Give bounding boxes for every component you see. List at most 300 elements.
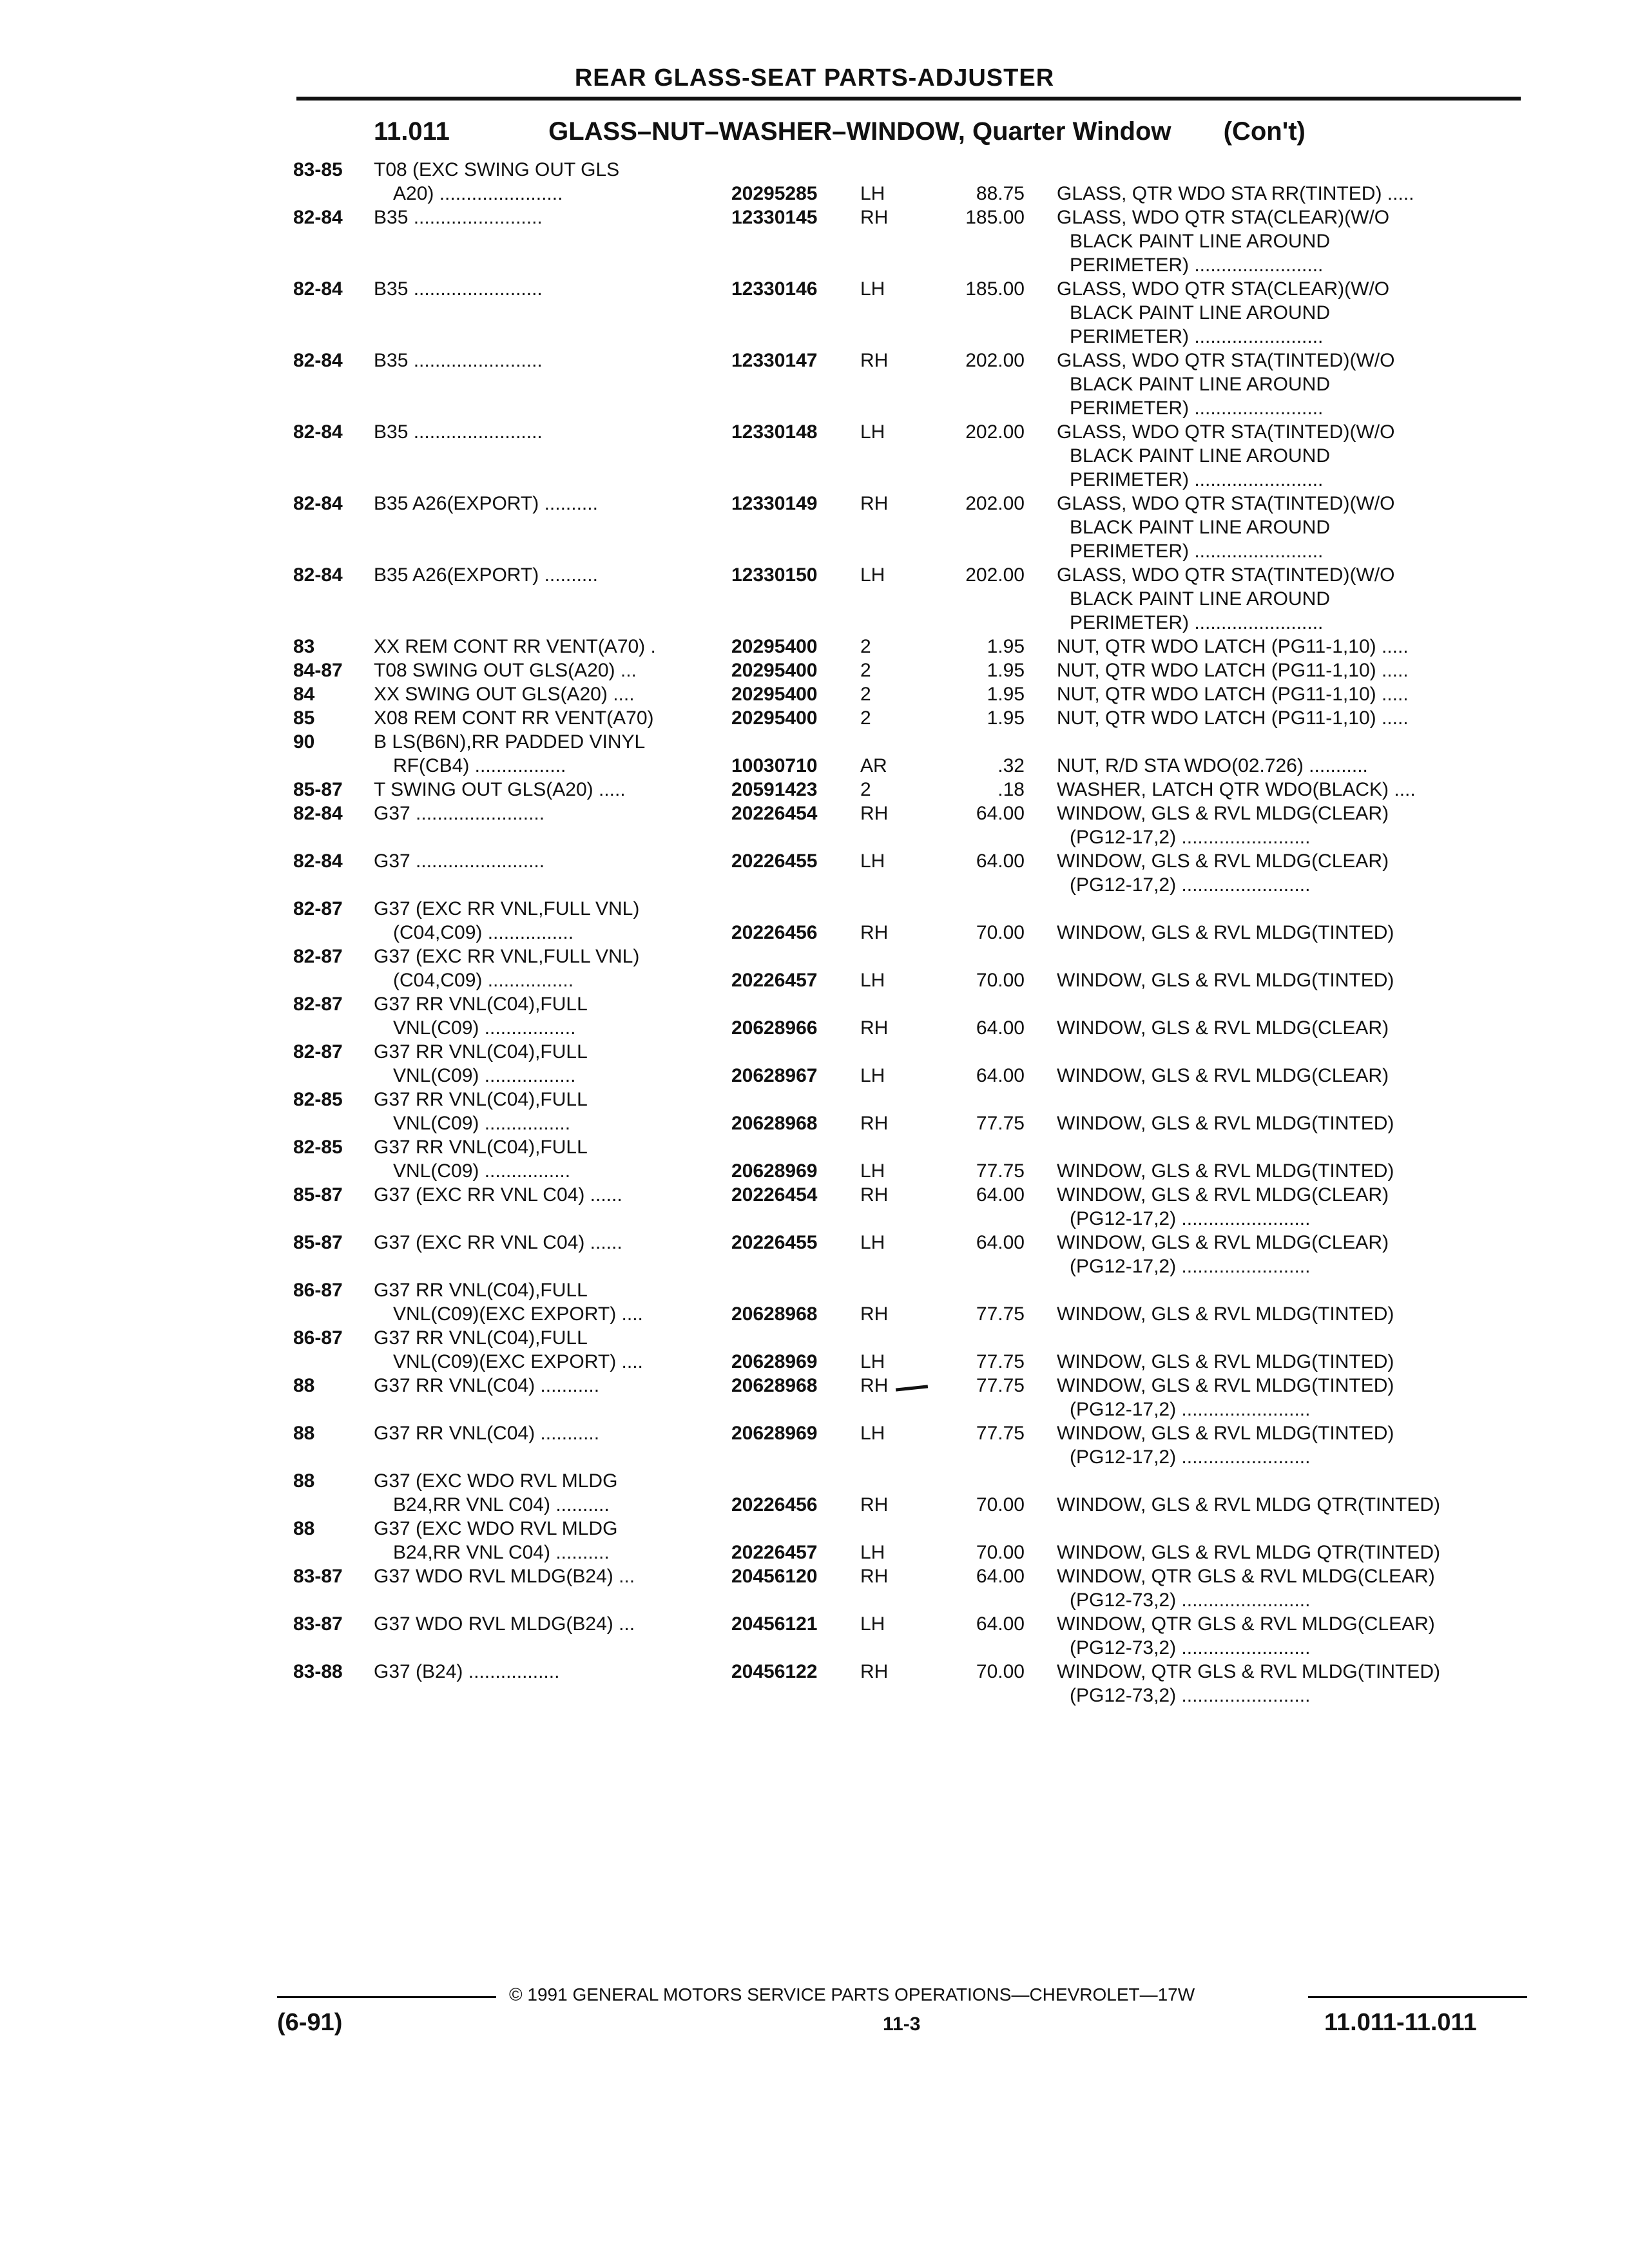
parts-row [293,277,1518,349]
section-heading [374,117,1306,146]
description: NUT, QTR WDO LATCH (PG11-1,10) ..... [1057,660,1409,681]
price: 64.00 [976,1566,1025,1587]
model-year: 88 [293,1518,315,1539]
parts-row-line [293,1469,1518,1493]
part-number: 10030710 [731,755,818,776]
description: GLASS, WDO QTR STA(CLEAR)(W/O [1057,207,1390,228]
part-number: 20226456 [731,1494,818,1515]
description: (PG12-17,2) ........................ [1070,1399,1311,1420]
parts-row-line [293,158,1518,182]
parts-row-line [293,945,1518,968]
model-year: 82-84 [293,803,343,824]
quantity: 2 [860,707,871,729]
usage-code: G37 RR VNL(C04) ........... [374,1423,600,1444]
usage-code: B LS(B6N),RR PADDED VINYL [374,731,646,753]
description: WINDOW, GLS & RVL MLDG(TINTED) [1057,1113,1394,1134]
parts-row-line [293,802,1518,825]
usage-code: G37 RR VNL(C04),FULL [374,1137,588,1158]
usage-code: G37 (EXC RR VNL C04) ...... [374,1232,622,1253]
header-rule [296,97,1521,101]
quantity: LH [860,278,885,300]
usage-code: VNL(C09)(EXC EXPORT) .... [393,1303,643,1325]
parts-row-line [293,1541,1518,1564]
parts-row-line [293,372,1518,396]
quantity: RH [860,1566,889,1587]
model-year: 83-85 [293,159,343,180]
description: WINDOW, GLS & RVL MLDG(CLEAR) [1057,1232,1389,1253]
parts-row-line [293,396,1518,420]
quantity: RH [860,1017,889,1039]
model-year: 82-84 [293,350,343,371]
usage-code: G37 (EXC WDO RVL MLDG [374,1470,618,1492]
section-continued: (Con't) [1223,117,1306,146]
part-number: 12330147 [731,350,818,371]
parts-row-line [293,1064,1518,1088]
part-number: 20456120 [731,1566,818,1587]
usage-code: G37 (EXC RR VNL C04) ...... [374,1184,622,1206]
price: 77.75 [976,1303,1025,1325]
description: NUT, QTR WDO LATCH (PG11-1,10) ..... [1057,636,1409,657]
description: BLACK PAINT LINE AROUND [1070,588,1331,610]
description: (PG12-17,2) ........................ [1070,874,1311,896]
parts-row [293,1040,1518,1088]
model-year: 88 [293,1423,315,1444]
usage-code: G37 (EXC RR VNL,FULL VNL) [374,898,640,919]
description: (PG12-17,2) ........................ [1070,1208,1311,1229]
description: NUT, QTR WDO LATCH (PG11-1,10) ..... [1057,707,1409,729]
price: 70.00 [976,970,1025,991]
parts-row-line [293,1326,1518,1350]
parts-row-line [293,968,1518,992]
parts-row-line [293,325,1518,349]
parts-row-line [293,1374,1518,1398]
quantity: LH [860,1423,885,1444]
description: BLACK PAINT LINE AROUND [1070,231,1331,252]
quantity: AR [860,755,887,776]
part-number: 12330150 [731,564,818,586]
parts-row-line [293,468,1518,492]
part-number: 20628967 [731,1065,818,1086]
usage-code: G37 (EXC WDO RVL MLDG [374,1518,618,1539]
quantity: LH [860,564,885,586]
usage-code: G37 RR VNL(C04),FULL [374,1089,588,1110]
description: WINDOW, GLS & RVL MLDG(TINTED) [1057,1423,1394,1444]
parts-row [293,1564,1518,1612]
usage-code: T08 SWING OUT GLS(A20) ... [374,660,637,681]
description: GLASS, QTR WDO STA RR(TINTED) ..... [1057,183,1414,204]
usage-code: VNL(C09)(EXC EXPORT) .... [393,1351,643,1372]
parts-row-line [293,1207,1518,1231]
model-year: 83-87 [293,1613,343,1635]
description: GLASS, WDO QTR STA(TINTED)(W/O [1057,564,1395,586]
description: (PG12-73,2) ........................ [1070,1685,1311,1706]
quantity: LH [860,1160,885,1182]
parts-row-line [293,515,1518,539]
description: NUT, R/D STA WDO(02.726) ........... [1057,755,1368,776]
parts-row [293,1612,1518,1660]
description: WINDOW, GLS & RVL MLDG(CLEAR) [1057,1184,1389,1206]
parts-row [293,992,1518,1040]
description: PERIMETER) ........................ [1070,469,1324,490]
parts-row [293,682,1518,706]
parts-row [293,658,1518,682]
parts-row [293,1088,1518,1135]
description: WINDOW, GLS & RVL MLDG QTR(TINTED) [1057,1542,1441,1563]
parts-row-line [293,1612,1518,1636]
parts-row-line [293,1302,1518,1326]
parts-row-line [293,1660,1518,1684]
description: WINDOW, GLS & RVL MLDG(TINTED) [1057,922,1394,943]
parts-row-line [293,1088,1518,1111]
parts-row-line [293,1421,1518,1445]
part-number: 20628969 [731,1423,818,1444]
model-year: 83-88 [293,1661,343,1682]
usage-code: B35 ........................ [374,278,543,300]
footer-rule-left [277,1996,496,1998]
model-year: 84-87 [293,660,343,681]
usage-code: VNL(C09) ................. [393,1065,576,1086]
parts-row [293,778,1518,802]
usage-code: VNL(C09) ................ [393,1113,571,1134]
parts-row-line [293,754,1518,778]
usage-code: G37 RR VNL(C04),FULL [374,1280,588,1301]
usage-code: B35 ........................ [374,350,543,371]
parts-row-line [293,539,1518,563]
quantity: RH [860,350,889,371]
parts-row [293,945,1518,992]
parts-row-line [293,658,1518,682]
quantity: RH [860,1661,889,1682]
parts-row-line [293,229,1518,253]
parts-row [293,897,1518,945]
usage-code: B35 ........................ [374,421,543,443]
parts-row [293,1517,1518,1564]
model-year: 85-87 [293,1232,343,1253]
description: WINDOW, GLS & RVL MLDG(TINTED) [1057,1351,1394,1372]
price: .18 [998,779,1025,800]
quantity: RH [860,1113,889,1134]
price: 1.95 [987,707,1025,729]
part-number: 20628968 [731,1113,818,1134]
parts-row-line [293,992,1518,1016]
description: (PG12-17,2) ........................ [1070,827,1311,848]
description: WINDOW, GLS & RVL MLDG(TINTED) [1057,1375,1394,1396]
parts-row [293,1326,1518,1374]
description: WINDOW, GLS & RVL MLDG QTR(TINTED) [1057,1494,1441,1515]
parts-row-line [293,1493,1518,1517]
quantity: LH [860,1613,885,1635]
part-number: 20456121 [731,1613,818,1635]
description: GLASS, WDO QTR STA(TINTED)(W/O [1057,350,1395,371]
usage-code: XX REM CONT RR VENT(A70) . [374,636,656,657]
description: WINDOW, QTR GLS & RVL MLDG(CLEAR) [1057,1613,1435,1635]
price: 70.00 [976,1542,1025,1563]
description: BLACK PAINT LINE AROUND [1070,445,1331,466]
model-year: 82-84 [293,493,343,514]
parts-row-line [293,611,1518,635]
quantity: LH [860,1232,885,1253]
parts-row-line [293,1588,1518,1612]
usage-code: B24,RR VNL C04) .......... [393,1494,610,1515]
model-year: 82-87 [293,1041,343,1062]
model-year: 82-87 [293,994,343,1015]
quantity: 2 [860,684,871,705]
usage-code: G37 RR VNL(C04) ........... [374,1375,600,1396]
quantity: LH [860,850,885,872]
model-year: 84 [293,684,315,705]
page-number: 11-3 [883,2013,921,2035]
parts-row-line [293,492,1518,515]
parts-row-line [293,921,1518,945]
model-year: 82-84 [293,564,343,586]
description: GLASS, WDO QTR STA(CLEAR)(W/O [1057,278,1390,300]
model-year: 82-84 [293,278,343,300]
part-number: 20295400 [731,636,818,657]
parts-row-line [293,349,1518,372]
parts-row [293,635,1518,658]
price: 1.95 [987,684,1025,705]
part-number: 20628968 [731,1375,818,1396]
description: BLACK PAINT LINE AROUND [1070,302,1331,323]
parts-row-line [293,206,1518,229]
part-number: 20628968 [731,1303,818,1325]
price: 70.00 [976,1494,1025,1515]
parts-row-line [293,730,1518,754]
part-number: 20295400 [731,660,818,681]
price: 1.95 [987,636,1025,657]
quantity: LH [860,183,885,204]
section-description: GLASS–NUT–WASHER–WINDOW, Quarter Window [548,117,1171,146]
description: PERIMETER) ........................ [1070,612,1324,633]
usage-code: VNL(C09) ................. [393,1017,576,1039]
quantity: RH [860,1303,889,1325]
usage-code: G37 WDO RVL MLDG(B24) ... [374,1613,635,1635]
parts-row [293,206,1518,277]
usage-code: T SWING OUT GLS(A20) ..... [374,779,626,800]
usage-code: RF(CB4) ................. [393,755,566,776]
price: 70.00 [976,1661,1025,1682]
usage-code: G37 ........................ [374,803,545,824]
description: WINDOW, GLS & RVL MLDG(CLEAR) [1057,1065,1389,1086]
part-number: 12330146 [731,278,818,300]
price: 77.75 [976,1375,1025,1396]
parts-row [293,706,1518,730]
description: GLASS, WDO QTR STA(TINTED)(W/O [1057,421,1395,443]
description: WINDOW, QTR GLS & RVL MLDG(CLEAR) [1057,1566,1435,1587]
description: WINDOW, GLS & RVL MLDG(CLEAR) [1057,803,1389,824]
description: WINDOW, GLS & RVL MLDG(TINTED) [1057,970,1394,991]
price: 64.00 [976,1017,1025,1039]
usage-code: B35 A26(EXPORT) .......... [374,564,598,586]
parts-row-line [293,1564,1518,1588]
part-number: 20226455 [731,1232,818,1253]
part-number: 20628969 [731,1160,818,1182]
parts-row-line [293,706,1518,730]
description: WINDOW, GLS & RVL MLDG(CLEAR) [1057,1017,1389,1039]
price: .32 [998,755,1025,776]
parts-row [293,492,1518,563]
part-number: 20226456 [731,922,818,943]
parts-row-line [293,1254,1518,1278]
description: WINDOW, GLS & RVL MLDG(TINTED) [1057,1303,1394,1325]
description: PERIMETER) ........................ [1070,398,1324,419]
parts-row-line [293,420,1518,444]
parts-row-line [293,635,1518,658]
quantity: LH [860,421,885,443]
parts-row [293,158,1518,206]
part-number: 20226455 [731,850,818,872]
usage-code: (C04,C09) ................ [393,922,574,943]
parts-row-line [293,1684,1518,1707]
price: 64.00 [976,1184,1025,1206]
price: 70.00 [976,922,1025,943]
price: 77.75 [976,1423,1025,1444]
parts-row [293,1469,1518,1517]
parts-row-line [293,825,1518,849]
model-year: 85-87 [293,1184,343,1206]
parts-row-line [293,301,1518,325]
description: GLASS, WDO QTR STA(TINTED)(W/O [1057,493,1395,514]
model-year: 82-87 [293,946,343,967]
usage-code: G37 RR VNL(C04),FULL [374,994,588,1015]
parts-row-line [293,1517,1518,1541]
price: 64.00 [976,1065,1025,1086]
price: 64.00 [976,803,1025,824]
quantity: RH [860,803,889,824]
model-year: 83 [293,636,315,657]
parts-row-line [293,873,1518,897]
part-number: 12330148 [731,421,818,443]
quantity: RH [860,207,889,228]
price: 64.00 [976,850,1025,872]
date-code: (6-91) [277,2009,343,2036]
part-number: 20226457 [731,1542,818,1563]
part-number: 20591423 [731,779,818,800]
parts-row-line [293,897,1518,921]
model-year: 86-87 [293,1327,343,1349]
quantity: 2 [860,636,871,657]
usage-code: XX SWING OUT GLS(A20) .... [374,684,635,705]
copyright-notice: © 1991 GENERAL MOTORS SERVICE PARTS OPERATIONS—CHEVROLET—17W [509,1984,1195,2004]
quantity: LH [860,1542,885,1563]
description: NUT, QTR WDO LATCH (PG11-1,10) ..... [1057,684,1409,705]
parts-list [293,158,1518,1707]
part-number: 20226454 [731,803,818,824]
description: PERIMETER) ........................ [1070,255,1324,276]
usage-code: T08 (EXC SWING OUT GLS [374,159,620,180]
model-year: 82-84 [293,207,343,228]
model-year: 82-85 [293,1089,343,1110]
price: 185.00 [965,278,1025,300]
parts-row-line [293,1398,1518,1421]
parts-row-line [293,1231,1518,1254]
parts-row-line [293,778,1518,802]
parts-row-line [293,587,1518,611]
parts-row [293,1374,1518,1421]
parts-row-line [293,682,1518,706]
parts-row [293,1421,1518,1469]
quantity: LH [860,970,885,991]
usage-code: G37 ........................ [374,850,545,872]
parts-row [293,1660,1518,1707]
model-year: 82-87 [293,898,343,919]
parts-row-line [293,1016,1518,1040]
description: (PG12-73,2) ........................ [1070,1637,1311,1658]
quantity: RH [860,493,889,514]
quantity: RH [860,1375,889,1396]
price: 202.00 [965,564,1025,586]
part-number: 20226454 [731,1184,818,1206]
quantity: 2 [860,660,871,681]
price: 88.75 [976,183,1025,204]
parts-row-line [293,563,1518,587]
model-year: 85 [293,707,315,729]
section-number: 11.011 [374,117,450,146]
price: 64.00 [976,1232,1025,1253]
price: 77.75 [976,1160,1025,1182]
quantity: LH [860,1351,885,1372]
parts-row-line [293,1040,1518,1064]
usage-code: G37 WDO RVL MLDG(B24) ... [374,1566,635,1587]
parts-row-line [293,1278,1518,1302]
price: 185.00 [965,207,1025,228]
quantity: 2 [860,779,871,800]
model-year: 82-84 [293,850,343,872]
model-year: 86-87 [293,1280,343,1301]
price: 1.95 [987,660,1025,681]
part-number: 12330149 [731,493,818,514]
model-year: 83-87 [293,1566,343,1587]
price: 77.75 [976,1113,1025,1134]
usage-code: G37 (B24) ................. [374,1661,560,1682]
quantity: LH [860,1065,885,1086]
parts-row-line [293,1445,1518,1469]
parts-row-line [293,1350,1518,1374]
parts-row-line [293,182,1518,206]
parts-row-line [293,1636,1518,1660]
parts-row-line [293,253,1518,277]
part-number: 20628966 [731,1017,818,1039]
description: (PG12-73,2) ........................ [1070,1590,1311,1611]
description: PERIMETER) ........................ [1070,541,1324,562]
usage-code: B35 ........................ [374,207,543,228]
description: (PG12-17,2) ........................ [1070,1446,1311,1468]
model-year: 88 [293,1470,315,1492]
description: BLACK PAINT LINE AROUND [1070,517,1331,538]
description: WINDOW, QTR GLS & RVL MLDG(TINTED) [1057,1661,1441,1682]
quantity: RH [860,922,889,943]
parts-row-line [293,1111,1518,1135]
description: WINDOW, GLS & RVL MLDG(CLEAR) [1057,850,1389,872]
parts-row [293,730,1518,778]
usage-code: VNL(C09) ................ [393,1160,571,1182]
parts-row [293,849,1518,897]
price: 64.00 [976,1613,1025,1635]
part-number: 20628969 [731,1351,818,1372]
parts-row-line [293,1183,1518,1207]
parts-row-line [293,277,1518,301]
parts-row [293,563,1518,635]
parts-row [293,1278,1518,1326]
usage-code: G37 RR VNL(C04),FULL [374,1327,588,1349]
parts-row [293,1135,1518,1183]
part-number: 20295285 [731,183,818,204]
quantity: RH [860,1494,889,1515]
part-number: 12330145 [731,207,818,228]
part-number: 20295400 [731,707,818,729]
parts-row-line [293,849,1518,873]
usage-code: B24,RR VNL C04) .......... [393,1542,610,1563]
